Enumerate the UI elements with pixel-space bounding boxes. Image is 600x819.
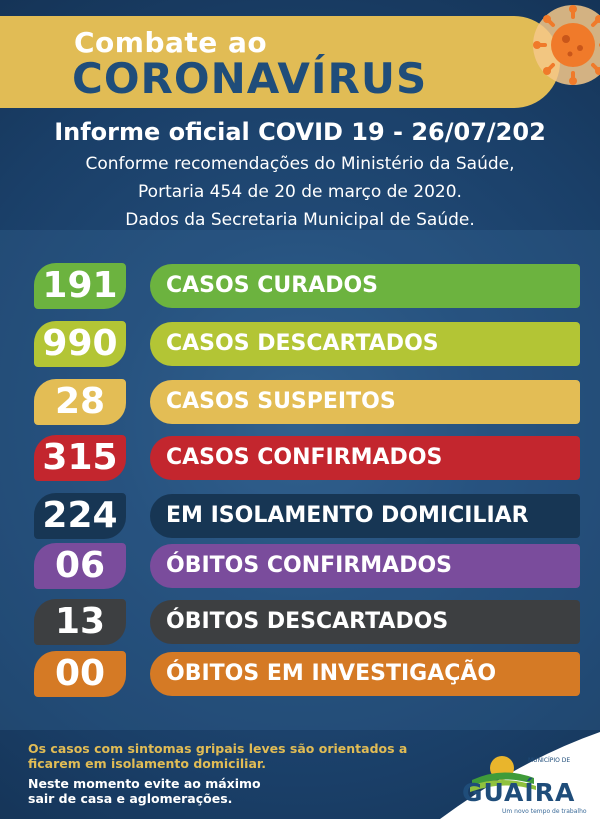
stat-label: ÓBITOS EM INVESTIGAÇÃO bbox=[150, 652, 580, 696]
stat-label: CASOS DESCARTADOS bbox=[150, 322, 580, 366]
stat-label: CASOS CONFIRMADOS bbox=[150, 436, 580, 480]
stat-value: 06 bbox=[34, 543, 126, 589]
footer-note-2-line-2: sair de casa e aglomerações. bbox=[28, 791, 233, 806]
stat-label: ÓBITOS DESCARTADOS bbox=[150, 600, 580, 644]
stat-label: CASOS SUSPEITOS bbox=[150, 380, 580, 424]
header-title: CORONAVÍRUS bbox=[72, 54, 428, 103]
stat-label: EM ISOLAMENTO DOMICILIAR bbox=[150, 494, 580, 538]
info-line-2: Portaria 454 de 20 de março de 2020. bbox=[138, 182, 462, 202]
footer-note-1 bbox=[28, 741, 407, 771]
info-line-1: Conforme recomendações do Ministério da Saúde, bbox=[85, 154, 515, 174]
logo-name: GUAÍRA bbox=[462, 778, 576, 807]
stat-value: 28 bbox=[34, 379, 126, 425]
header-subtitle: Combate ao bbox=[74, 26, 268, 59]
stat-value: 13 bbox=[34, 599, 126, 645]
footer-note-2 bbox=[28, 776, 261, 806]
logo-tagline: Um novo tempo de trabalho bbox=[502, 808, 587, 815]
footer-note-1-line-2: ficarem em isolamento domiciliar. bbox=[28, 756, 267, 771]
stat-label: CASOS CURADOS bbox=[150, 264, 580, 308]
stat-label: ÓBITOS CONFIRMADOS bbox=[150, 544, 580, 588]
footer-note-1-line-1: Os casos com sintomas gripais leves são orientados a bbox=[28, 741, 408, 756]
stat-value: 315 bbox=[34, 435, 126, 481]
stat-value: 191 bbox=[34, 263, 126, 309]
stat-value: 224 bbox=[34, 493, 126, 539]
stat-value: 00 bbox=[34, 651, 126, 697]
footer-note-2-line-1: Neste momento evite ao máximo bbox=[28, 776, 261, 791]
info-line-3: Dados da Secretaria Municipal de Saúde. bbox=[125, 210, 475, 230]
logo-prefix: MUNICÍPIO DE bbox=[528, 757, 571, 764]
report-title: Informe oficial COVID 19 - 26/07/202 bbox=[54, 118, 546, 146]
stat-value: 990 bbox=[34, 321, 126, 367]
